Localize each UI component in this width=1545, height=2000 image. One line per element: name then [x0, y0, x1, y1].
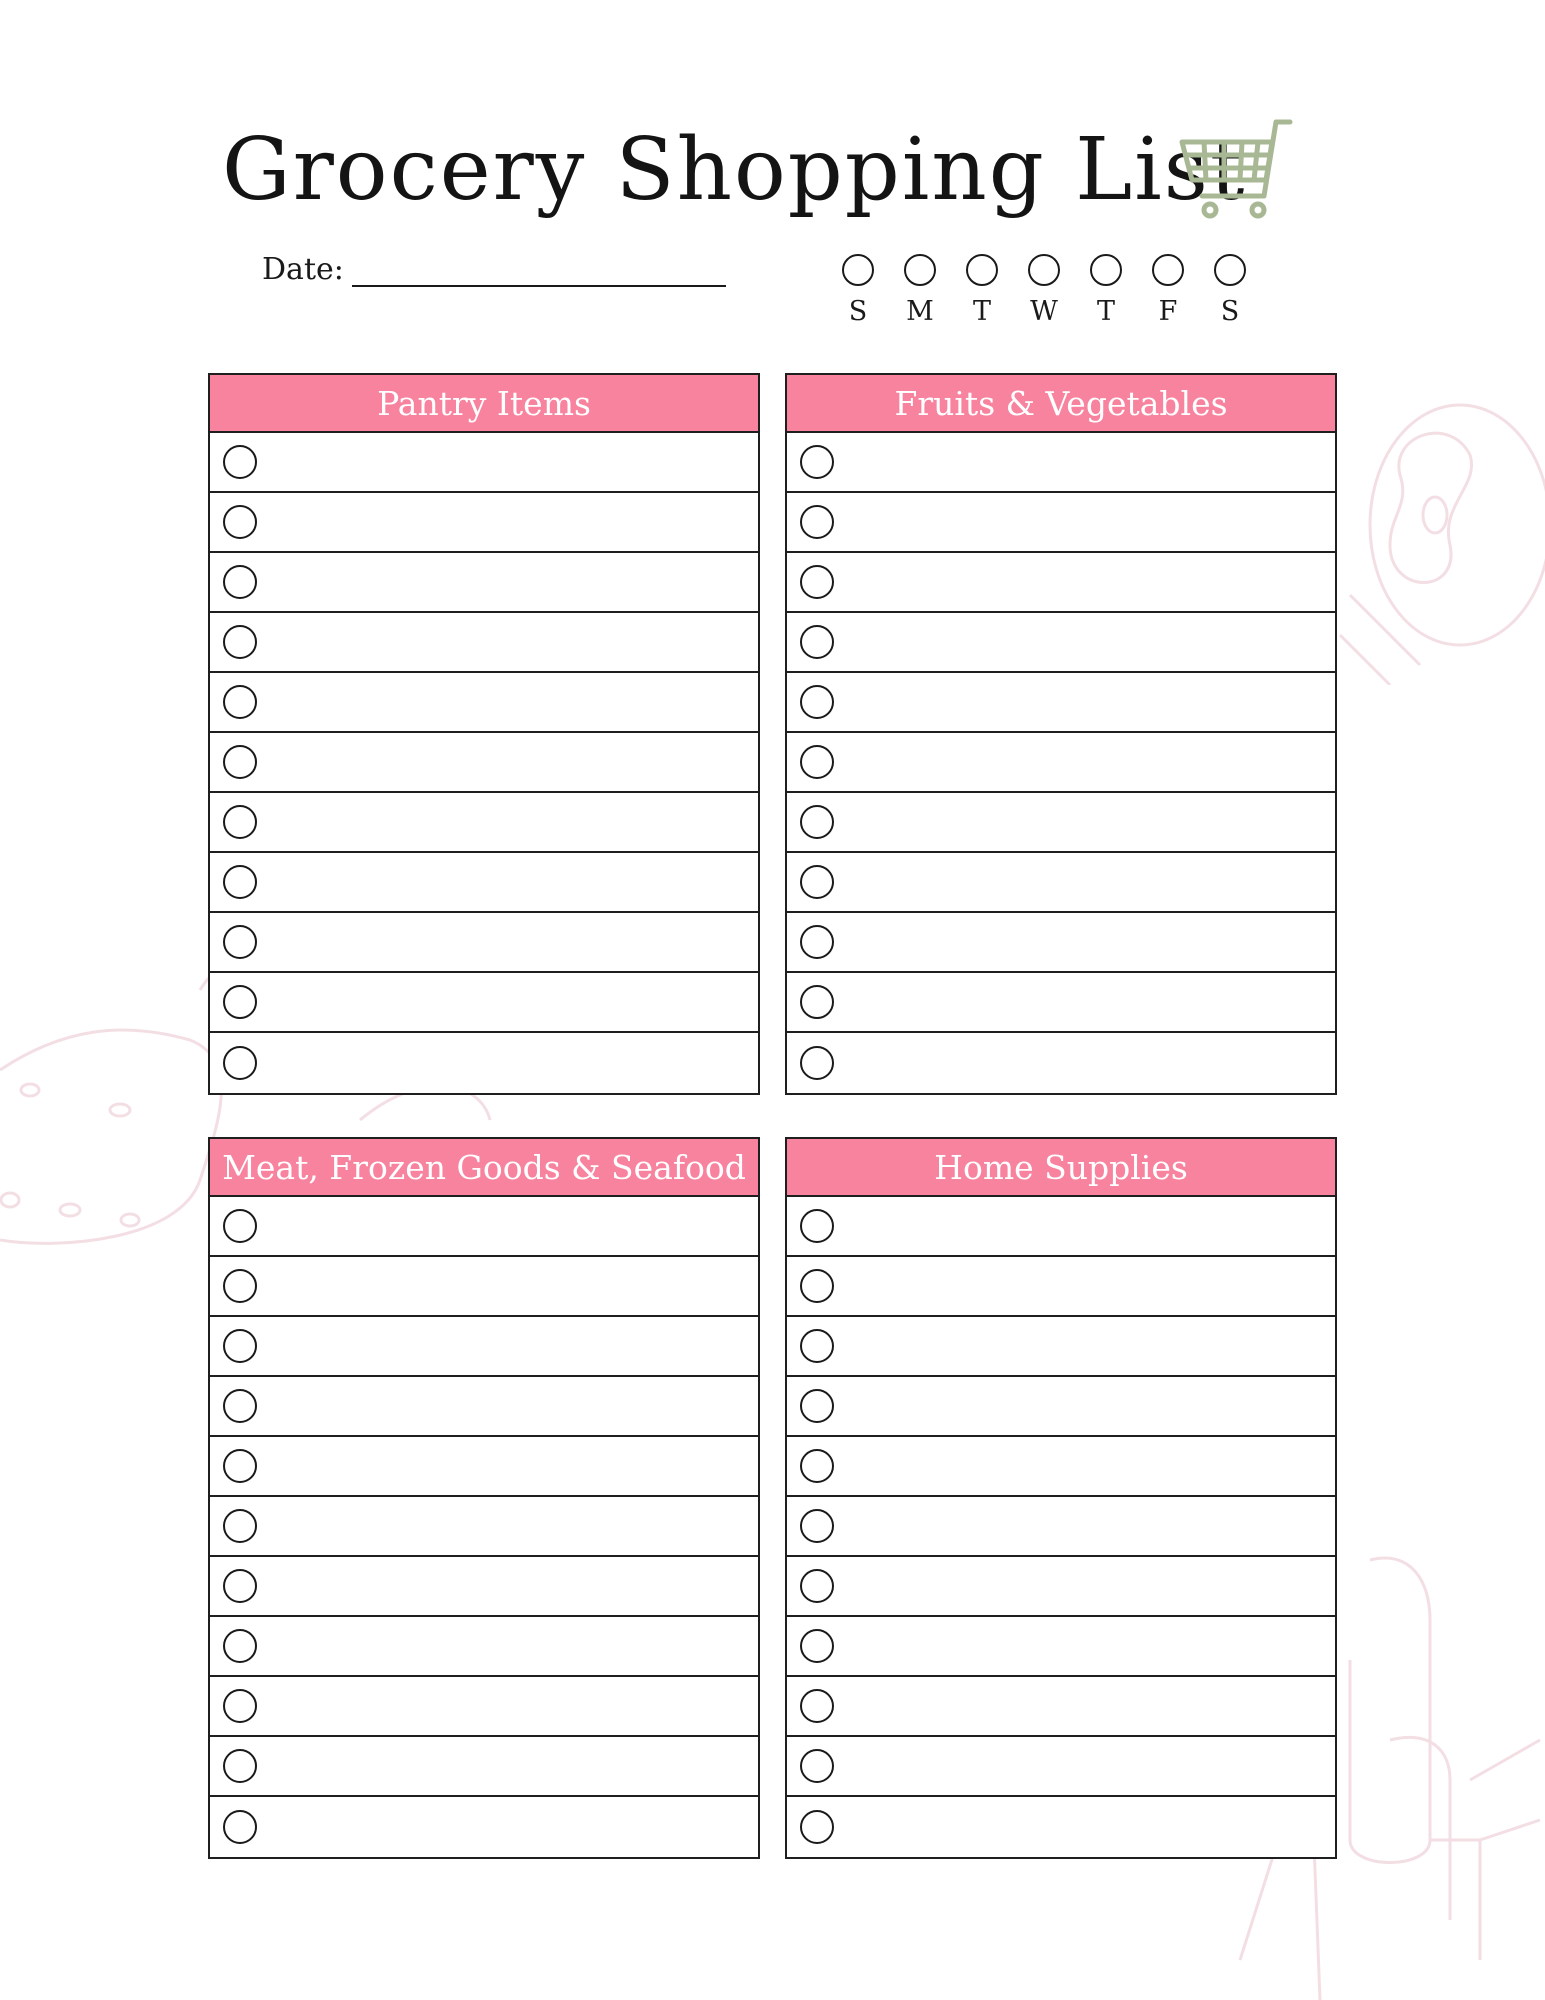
list-item[interactable]: [210, 1437, 758, 1497]
checkbox-circle-icon[interactable]: [223, 1569, 257, 1603]
date-field: [262, 252, 726, 287]
checkbox-circle-icon[interactable]: [223, 925, 257, 959]
list-item[interactable]: [787, 1677, 1335, 1737]
date-input-line[interactable]: [352, 257, 726, 287]
list-item[interactable]: [210, 613, 758, 673]
weekday-circle-icon[interactable]: [1214, 254, 1246, 286]
checkbox-circle-icon[interactable]: [800, 1810, 834, 1844]
shopping-cart-icon: [1178, 118, 1294, 222]
list-item[interactable]: [210, 673, 758, 733]
section-pantry-items: [208, 373, 760, 1095]
section-fruits-vegetables: [785, 373, 1337, 1095]
section-header: Home Supplies: [787, 1139, 1335, 1197]
section-header: Pantry Items: [210, 375, 758, 433]
list-item[interactable]: [787, 673, 1335, 733]
weekday-label: T: [1096, 296, 1115, 327]
list-item[interactable]: [787, 853, 1335, 913]
list-item[interactable]: [787, 493, 1335, 553]
list-item[interactable]: [787, 613, 1335, 673]
list-item[interactable]: [787, 1557, 1335, 1617]
checkbox-circle-icon[interactable]: [223, 1509, 257, 1543]
weekday-label: M: [906, 296, 934, 327]
checkbox-circle-icon[interactable]: [223, 865, 257, 899]
list-item[interactable]: [787, 1797, 1335, 1857]
weekday-circle-icon[interactable]: [966, 254, 998, 286]
checkbox-circle-icon[interactable]: [800, 445, 834, 479]
checkbox-circle-icon[interactable]: [223, 745, 257, 779]
checkbox-circle-icon[interactable]: [800, 1389, 834, 1423]
checkbox-circle-icon[interactable]: [223, 1749, 257, 1783]
list-item[interactable]: [787, 1437, 1335, 1497]
checkbox-circle-icon[interactable]: [800, 805, 834, 839]
checkbox-circle-icon[interactable]: [800, 1209, 834, 1243]
checkbox-circle-icon[interactable]: [223, 625, 257, 659]
list-item[interactable]: [210, 1557, 758, 1617]
weekday-4: [1088, 254, 1124, 325]
weekday-label: W: [1030, 296, 1058, 327]
checkbox-circle-icon[interactable]: [223, 1689, 257, 1723]
list-item[interactable]: [210, 1197, 758, 1257]
weekday-circle-icon[interactable]: [1090, 254, 1122, 286]
list-item[interactable]: [210, 1677, 758, 1737]
weekday-selector: [840, 254, 1248, 325]
weekday-label: F: [1158, 296, 1178, 327]
checkbox-circle-icon[interactable]: [800, 925, 834, 959]
checkbox-circle-icon[interactable]: [223, 1629, 257, 1663]
list-item[interactable]: [787, 1033, 1335, 1093]
checkbox-circle-icon[interactable]: [800, 1046, 834, 1080]
list-item[interactable]: [787, 1257, 1335, 1317]
weekday-label: T: [972, 296, 991, 327]
weekday-0: [840, 254, 876, 325]
checkbox-circle-icon[interactable]: [223, 685, 257, 719]
section-home-supplies: [785, 1137, 1337, 1859]
checkbox-circle-icon[interactable]: [223, 805, 257, 839]
list-item[interactable]: [787, 1737, 1335, 1797]
list-item[interactable]: [210, 553, 758, 613]
list-item[interactable]: [787, 973, 1335, 1033]
checkbox-circle-icon[interactable]: [223, 1046, 257, 1080]
checkbox-circle-icon[interactable]: [223, 1389, 257, 1423]
list-item[interactable]: [210, 1377, 758, 1437]
checkbox-circle-icon[interactable]: [800, 745, 834, 779]
list-item[interactable]: [787, 1617, 1335, 1677]
checkbox-circle-icon[interactable]: [800, 505, 834, 539]
list-item[interactable]: [787, 913, 1335, 973]
page-title: Grocery Shopping List: [222, 120, 1247, 220]
checkbox-circle-icon[interactable]: [800, 1329, 834, 1363]
list-item[interactable]: [787, 553, 1335, 613]
list-item[interactable]: [210, 733, 758, 793]
list-item[interactable]: [787, 1197, 1335, 1257]
checkbox-circle-icon[interactable]: [223, 565, 257, 599]
checkbox-circle-icon[interactable]: [800, 625, 834, 659]
list-item[interactable]: [210, 1497, 758, 1557]
list-item[interactable]: [210, 1033, 758, 1093]
checkbox-circle-icon[interactable]: [800, 1509, 834, 1543]
checkbox-circle-icon[interactable]: [223, 1810, 257, 1844]
weekday-3: [1026, 254, 1062, 325]
weekday-circle-icon[interactable]: [904, 254, 936, 286]
checkbox-circle-icon[interactable]: [800, 1449, 834, 1483]
list-item[interactable]: [210, 1737, 758, 1797]
list-item[interactable]: [210, 913, 758, 973]
list-item[interactable]: [787, 433, 1335, 493]
list-item[interactable]: [210, 853, 758, 913]
checkbox-circle-icon[interactable]: [800, 565, 834, 599]
checkbox-circle-icon[interactable]: [800, 1569, 834, 1603]
checkbox-circle-icon[interactable]: [800, 1629, 834, 1663]
checkbox-circle-icon[interactable]: [800, 1269, 834, 1303]
list-item[interactable]: [210, 433, 758, 493]
checkbox-circle-icon[interactable]: [800, 865, 834, 899]
checkbox-circle-icon[interactable]: [223, 985, 257, 1019]
list-item[interactable]: [787, 1377, 1335, 1437]
checkbox-circle-icon[interactable]: [223, 505, 257, 539]
list-item[interactable]: [787, 793, 1335, 853]
checkbox-circle-icon[interactable]: [223, 1209, 257, 1243]
list-item[interactable]: [787, 733, 1335, 793]
weekday-label: S: [1220, 296, 1240, 327]
checkbox-circle-icon[interactable]: [223, 1269, 257, 1303]
checkbox-circle-icon[interactable]: [223, 1329, 257, 1363]
section-header: Fruits & Vegetables: [787, 375, 1335, 433]
list-item[interactable]: [787, 1317, 1335, 1377]
checkbox-circle-icon[interactable]: [223, 445, 257, 479]
fruit-doodle-right: [1330, 395, 1545, 685]
date-label: Date:: [262, 252, 344, 287]
weekday-5: [1150, 254, 1186, 325]
checkbox-circle-icon[interactable]: [800, 685, 834, 719]
section-header: Meat, Frozen Goods & Seafood: [210, 1139, 758, 1197]
list-item[interactable]: [210, 493, 758, 553]
section-meat-frozen-seafood: [208, 1137, 760, 1859]
weekday-6: [1212, 254, 1248, 325]
weekday-circle-icon[interactable]: [1152, 254, 1184, 286]
checkbox-circle-icon[interactable]: [223, 1449, 257, 1483]
list-item[interactable]: [210, 793, 758, 853]
list-item[interactable]: [210, 973, 758, 1033]
list-item[interactable]: [787, 1497, 1335, 1557]
weekday-2: [964, 254, 1000, 325]
checkbox-circle-icon[interactable]: [800, 1689, 834, 1723]
weekday-1: [902, 254, 938, 325]
list-item[interactable]: [210, 1617, 758, 1677]
list-item[interactable]: [210, 1317, 758, 1377]
weekday-label: S: [848, 296, 868, 327]
list-item[interactable]: [210, 1257, 758, 1317]
checkbox-circle-icon[interactable]: [800, 1749, 834, 1783]
list-item[interactable]: [210, 1797, 758, 1857]
weekday-circle-icon[interactable]: [842, 254, 874, 286]
checkbox-circle-icon[interactable]: [800, 985, 834, 1019]
weekday-circle-icon[interactable]: [1028, 254, 1060, 286]
